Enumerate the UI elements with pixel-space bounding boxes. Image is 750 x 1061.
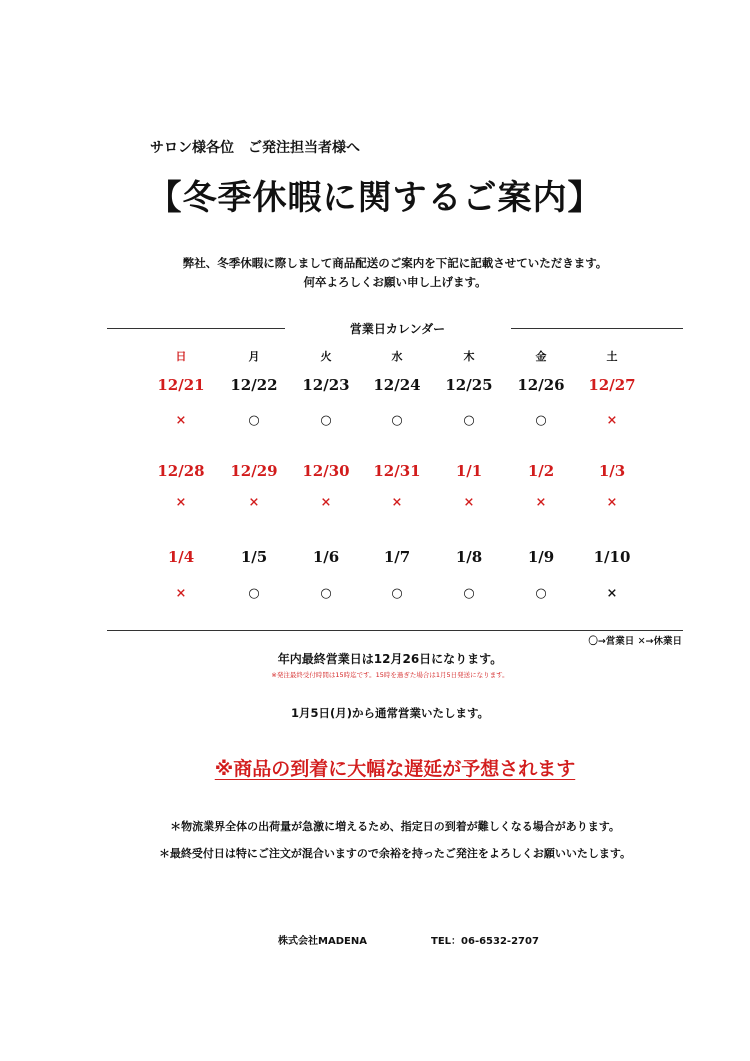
order-early-note: ＊最終受付日は特にご注文が混合いますので余裕を持ったご発注をよろしくお願いいたします。 [158, 847, 632, 860]
addressee: サロン様各位 ご発注担当者様へ [150, 140, 360, 156]
weekday-header: 水 [391, 350, 403, 363]
calendar-date: 1/4 [167, 548, 195, 566]
open-day-mark: ○ [248, 413, 260, 428]
weekday-header: 木 [463, 350, 475, 363]
calendar-date: 12/30 [302, 462, 350, 480]
calendar-date: 1/2 [527, 462, 555, 480]
calendar-rule-right [511, 328, 683, 329]
last-business-day: 年内最終営業日は12月26日になります。 [277, 652, 503, 666]
calendar-date: 12/23 [302, 376, 350, 394]
weekday-header: 金 [535, 350, 547, 363]
open-day-mark: ○ [463, 586, 475, 601]
calendar-date: 12/29 [230, 462, 278, 480]
calendar-date: 12/22 [230, 376, 278, 394]
delay-warning-text: ※商品の到着に大幅な遅延が予想されます [214, 758, 576, 780]
calendar-bottom-rule [107, 630, 683, 631]
calendar-date: 1/5 [240, 548, 268, 566]
closed-day-mark: × [175, 586, 187, 601]
calendar-date: 12/28 [157, 462, 205, 480]
open-day-mark: ○ [320, 413, 332, 428]
open-day-mark: ○ [535, 413, 547, 428]
company-phone: TEL：06-6532-2707 [431, 936, 539, 947]
intro-line-1: 弊社、冬季休暇に際しまして商品配送のご案内を下記に記載させていただきます。 [182, 256, 608, 270]
logistics-note: ＊物流業界全体の出荷量が急激に増えるため、指定日の到着が難しくなる場合があります。 [170, 820, 620, 833]
calendar-legend: 〇→営業日 ✕→休業日 [588, 636, 682, 647]
closed-day-mark: × [175, 413, 187, 428]
closed-day-mark: × [606, 413, 618, 428]
open-day-mark: ○ [248, 586, 260, 601]
closed-day-mark: × [248, 495, 260, 510]
closed-day-mark: × [606, 495, 618, 510]
weekday-header: 土 [606, 350, 618, 363]
calendar-date: 1/7 [383, 548, 411, 566]
open-day-mark: ○ [391, 413, 403, 428]
company-name: 株式会社MADENA [278, 936, 367, 947]
calendar-date: 12/21 [157, 376, 205, 394]
delay-warning [0, 754, 750, 781]
weekday-header: 火 [320, 350, 332, 363]
open-day-mark: ○ [463, 413, 475, 428]
closed-day-mark: × [463, 495, 475, 510]
order-deadline-note: ※発注最終受付時間は15時迄です。15時を過ぎた場合は1月5日発送になります。 [271, 671, 509, 679]
calendar-date: 1/1 [455, 462, 483, 480]
open-day-mark: ○ [391, 586, 403, 601]
calendar-date: 1/8 [455, 548, 483, 566]
calendar-date: 1/10 [593, 548, 631, 566]
open-day-mark: ○ [535, 586, 547, 601]
calendar-date: 12/25 [445, 376, 493, 394]
resume-notice: 1月5日(月)から通常営業いたします。 [290, 706, 490, 720]
calendar-date: 1/3 [598, 462, 626, 480]
open-day-mark: ○ [320, 586, 332, 601]
weekday-header: 日 [175, 350, 187, 363]
closed-day-mark: × [391, 495, 403, 510]
page-title: 【冬季休暇に関するご案内】 [147, 178, 603, 218]
closed-day-mark: × [175, 495, 187, 510]
calendar-date: 1/9 [527, 548, 555, 566]
calendar-date: 12/27 [588, 376, 636, 394]
closed-day-mark: × [535, 495, 547, 510]
weekday-header: 月 [248, 350, 260, 363]
calendar-date: 12/26 [517, 376, 565, 394]
intro-line-2: 何卒よろしくお願い申し上げます。 [303, 275, 487, 289]
closed-day-mark: × [606, 586, 618, 601]
calendar-date: 12/31 [373, 462, 421, 480]
calendar-date: 12/24 [373, 376, 421, 394]
calendar-title: 営業日カレンダー [349, 322, 446, 336]
calendar-date: 1/6 [312, 548, 340, 566]
closed-day-mark: × [320, 495, 332, 510]
